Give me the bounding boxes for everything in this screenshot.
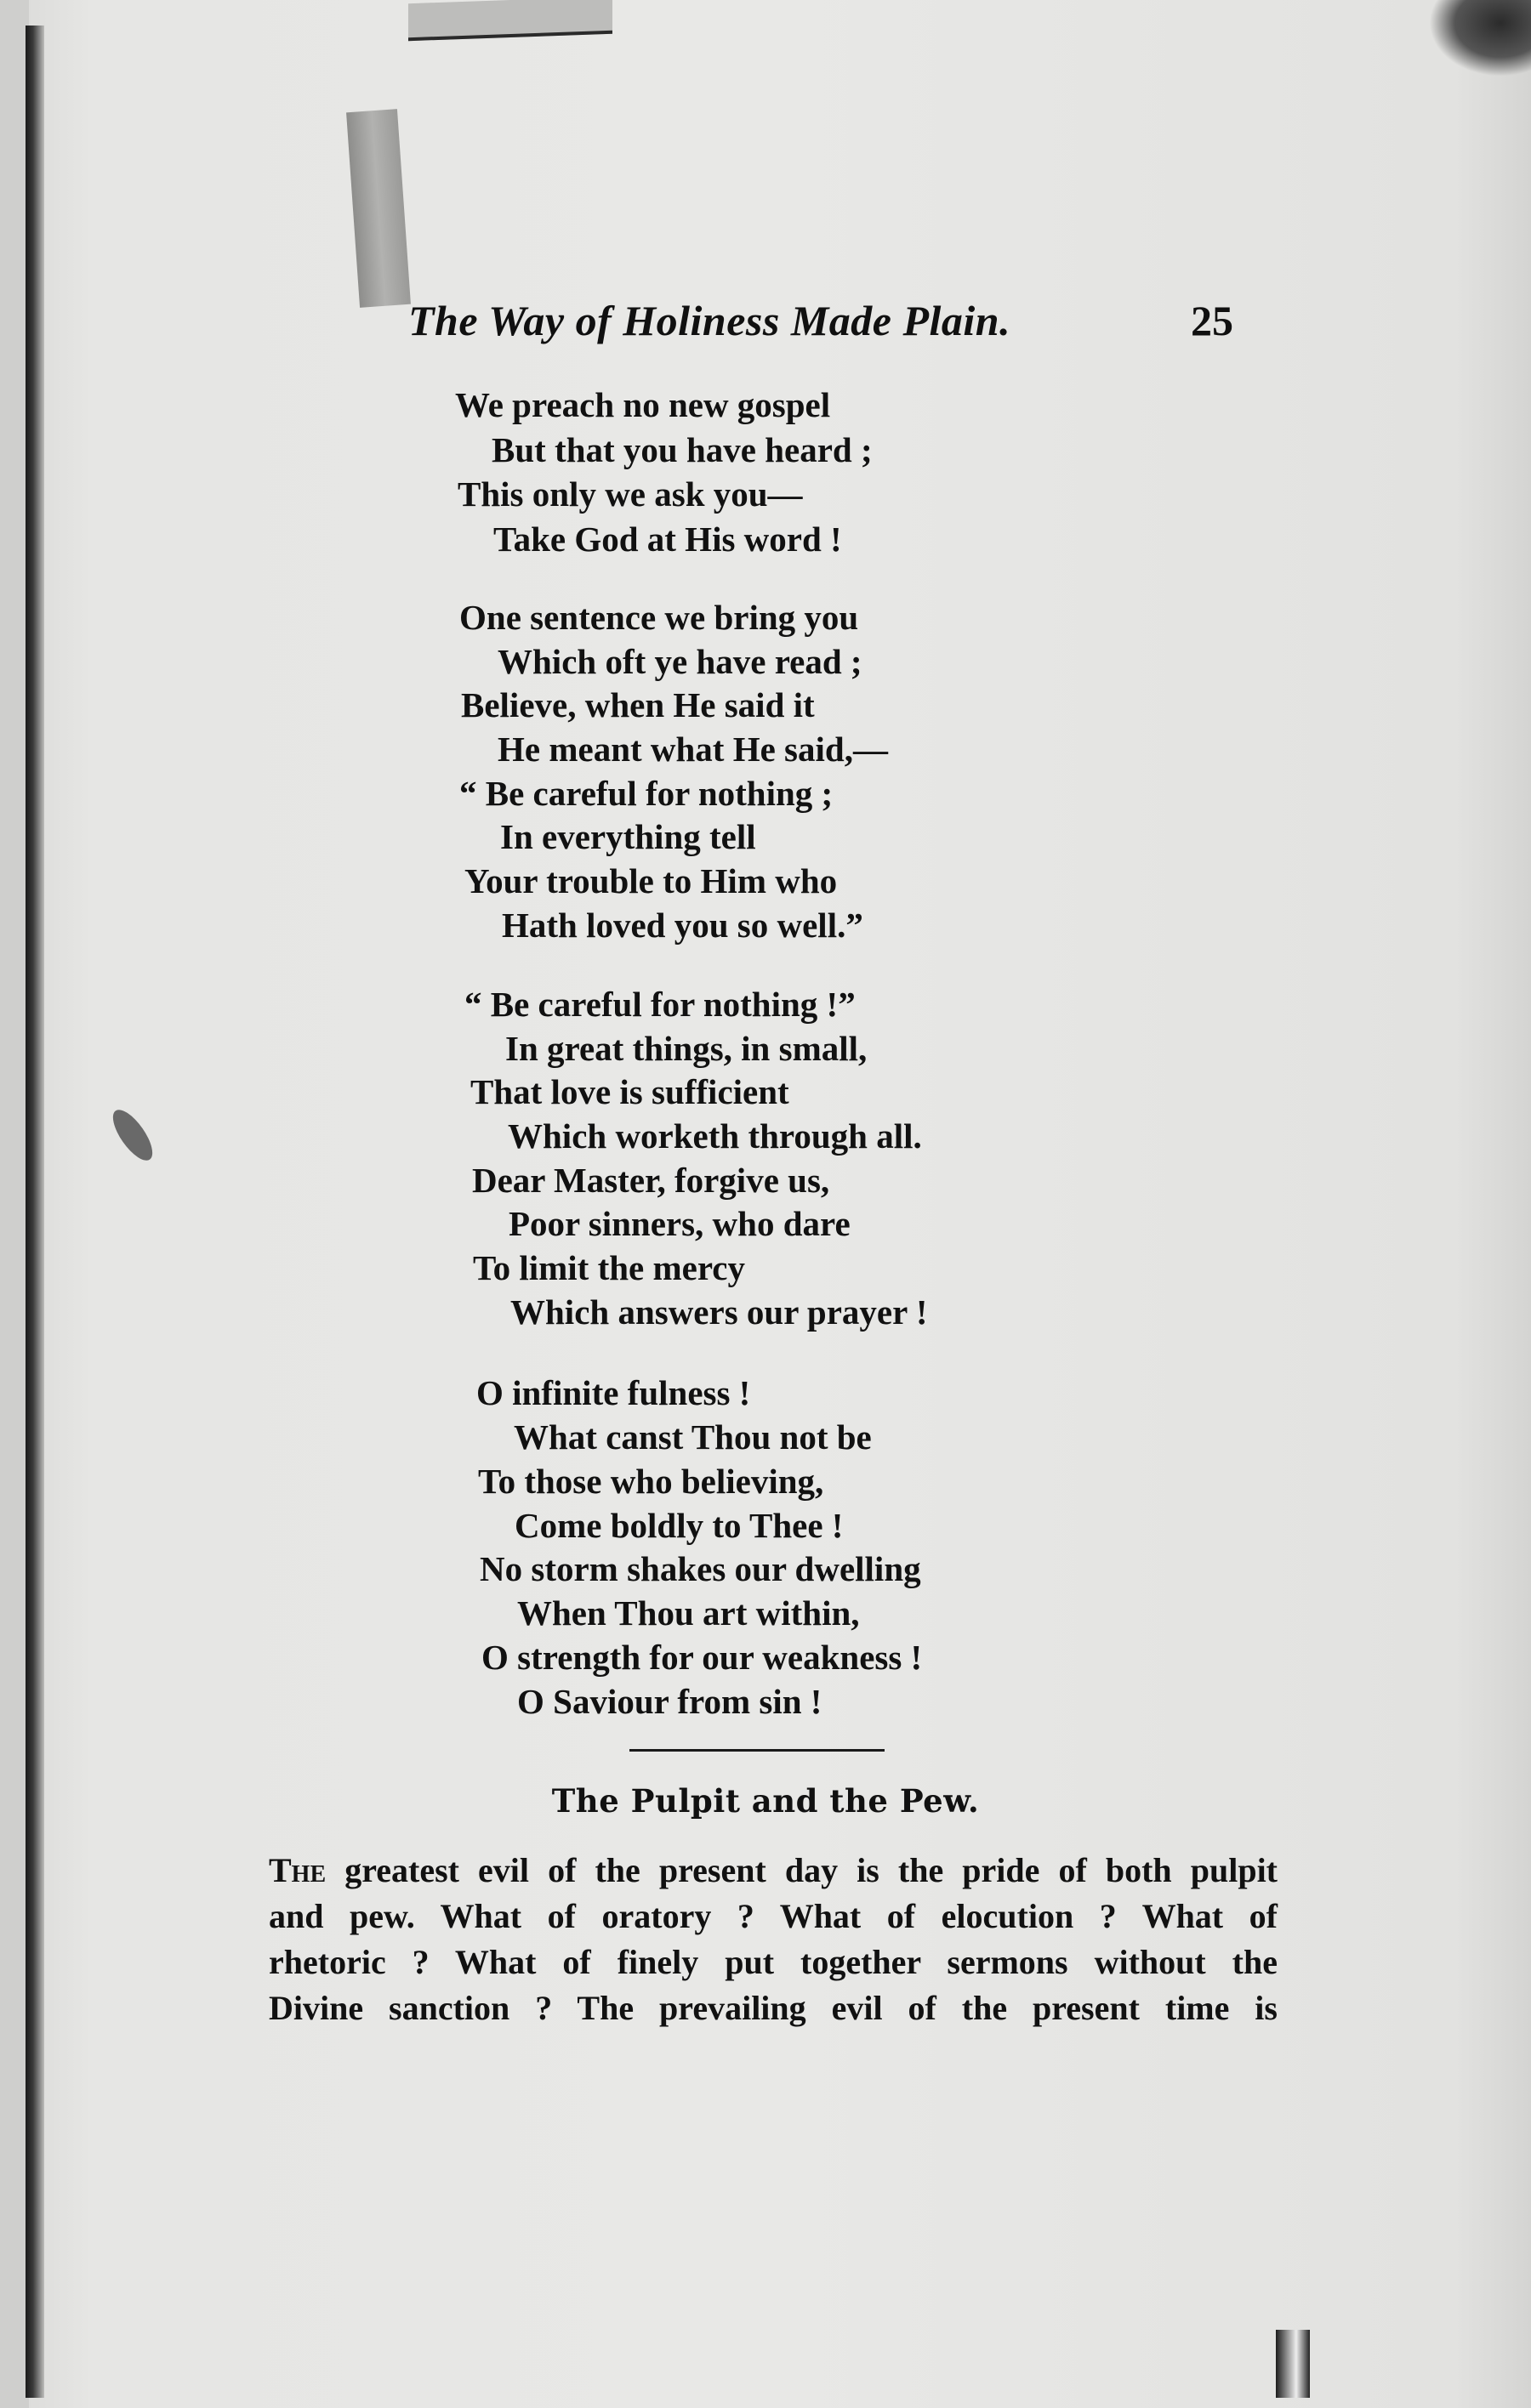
running-header (408, 296, 1242, 364)
prose-line: Divine sanction ? The prevailing evil of the present time is (269, 1989, 1278, 2027)
poem-line: O strength for our weakness ! (481, 1638, 923, 1677)
poem-line: Which answers our prayer ! (510, 1292, 928, 1332)
prose-line: and pew. What of oratory ? What of elocution ? What of (269, 1897, 1278, 1935)
tape-strip (346, 109, 411, 308)
poem-line: “ Be careful for nothing !” (464, 985, 856, 1024)
poem-line: O Saviour from sin ! (517, 1682, 822, 1721)
poem-line: Come boldly to Thee ! (515, 1506, 844, 1545)
poem-line: Which worketh through all. (508, 1116, 922, 1156)
poem-line: To limit the mercy (473, 1248, 745, 1287)
poem-line: No storm shakes our dwelling (480, 1549, 921, 1588)
section-heading: The Pulpit and the Pew. (551, 1782, 980, 1820)
bottom-edge-mark (1276, 2330, 1310, 2398)
poem-line: We preach no new gospel (455, 385, 831, 424)
poem-line: In great things, in small, (505, 1029, 868, 1068)
poem-line: Take God at His word ! (493, 520, 842, 559)
poem-line: “ Be careful for nothing ; (459, 774, 834, 813)
poem-line: Dear Master, forgive us, (472, 1161, 830, 1200)
page-binding-edge (26, 26, 44, 2398)
drop-word: The (269, 1851, 327, 1889)
poem-line: That love is sufficient (470, 1072, 789, 1111)
poem-line: Believe, when He said it (461, 685, 815, 724)
corner-stain (1429, 0, 1531, 77)
page-margin (0, 0, 29, 2408)
poem-line: O infinite fulness ! (476, 1373, 751, 1412)
torn-top-edge (408, 0, 612, 41)
poem-line: This only we ask you— (458, 474, 803, 514)
poem-line: In everything tell (500, 817, 756, 856)
running-title: The Way of Holiness Made Plain. (408, 297, 1011, 344)
section-body (269, 1848, 1278, 2031)
section-divider (629, 1749, 885, 1752)
poem-line: Which oft ye have read ; (498, 642, 862, 681)
prose-line-text: greatest evil of the present day is the pride of both pulpit (326, 1851, 1278, 1889)
poem-line: One sentence we bring you (459, 598, 859, 637)
poem-line: When Thou art within, (517, 1593, 860, 1633)
poem-line: Poor sinners, who dare (509, 1204, 851, 1243)
poem-line: But that you have heard ; (492, 430, 873, 469)
poem-line: He meant what He said,— (498, 730, 888, 769)
prose-line: rhetoric ? What of finely put together sermons without the (269, 1943, 1278, 1981)
poem-line: Your trouble to Him who (464, 861, 838, 900)
page-number: 25 (1191, 297, 1233, 344)
poem-line: Hath loved you so well.” (502, 906, 863, 945)
prose-line (269, 1848, 1278, 1894)
ink-smudge (105, 1104, 159, 1166)
poem-line: What canst Thou not be (514, 1417, 872, 1457)
poem-line: To those who believing, (478, 1462, 824, 1501)
